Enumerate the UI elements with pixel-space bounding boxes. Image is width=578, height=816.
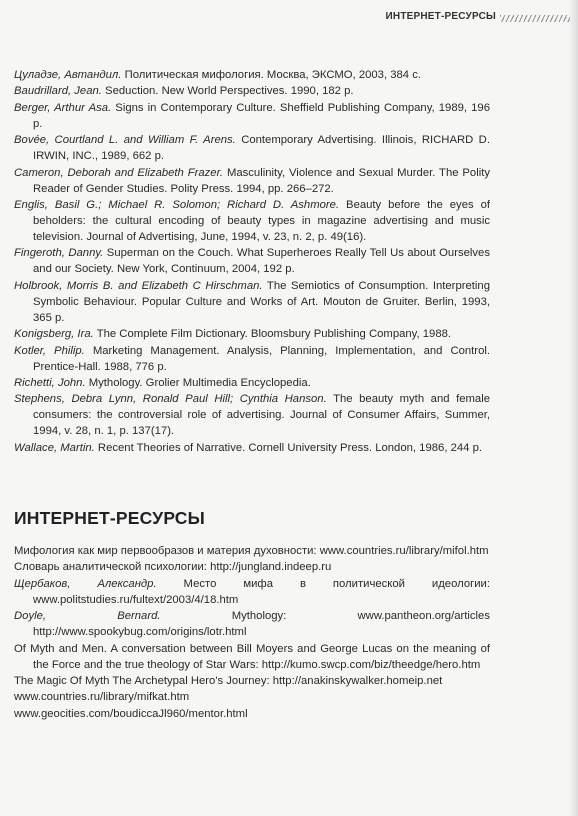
entry-text: Политическая мифология. Москва, ЭКСМО, 2003, 384 с. [121,69,422,81]
bibliography-entry [14,278,490,326]
entry-author: Kotler, Philip. [14,344,85,357]
entry-author: Konigsberg, Ira. [14,328,94,341]
running-header-title: ИНТЕРНЕТ-РЕСУРСЫ [385,11,496,22]
bibliography-entry [14,83,490,99]
entry-text: The Semiotics of Consumption. Interpreting Symbolic Behaviour. Popular Culture and Works of Art. Mouton de Gruiter. Berlin, 1993, 365 p. [33,279,490,324]
resource-entry [14,543,490,559]
resource-entry [14,608,490,640]
bibliography-entry [14,100,490,132]
entry-author: Holbrook, Morris B. and Elizabeth C Hirschman. [14,279,263,292]
entry-author: Wallace, Martin. [14,441,95,454]
bibliography-entry [14,245,490,277]
entry-author: Cameron, Deborah and Elizabeth Frazer. [14,166,224,179]
bibliography-entry [14,326,490,342]
resource-entry [14,689,490,705]
resource-entry [14,641,490,673]
bibliography-entry [14,67,490,83]
bibliography-entry [14,391,490,439]
entry-author: Bovée, Courtland L. and William F. Arens. [14,134,236,147]
entry-text: Beauty before the eyes of beholders: the cultural encoding of beauty types in magazine advertising and music television. Journal of Advertising, June, 1994, v. 23, n. 2, p. 49(16). [33,198,490,243]
section-heading: ИНТЕРНЕТ-РЕСУРСЫ [14,508,205,528]
entry-author: Doyle, Bernard. [14,610,161,623]
resource-entry [14,559,490,575]
entry-author: Щербаков, Александр. [14,577,157,590]
entry-text: Mythology. Grolier Multimedia Encyclopedia. [85,376,311,389]
bibliography-entry [14,197,490,245]
entry-text: www.geocities.com/boudiccaJl960/mentor.html [14,707,248,720]
entry-author: Berger, Arthur Asa. [14,101,112,114]
bibliography-entry [14,343,490,375]
resource-entry [14,706,490,722]
running-header [0,10,578,26]
entry-text: Signs in Contemporary Culture. Sheffield Publishing Company, 1989, 196 p. [33,101,490,130]
entry-text: Mythology: www.pantheon.org/articles http://www.spookybug.com/origins/lotr.html [33,610,490,639]
entry-author: Цуладзе, Автандил. [14,69,122,81]
entry-author: Baudrillard, Jean. [14,85,102,98]
entry-text: Of Myth and Men. A conversation between Bill Moyers and George Lucas on the meaning of the Force and the true theology of Star Wars: http://kumo.swcp.com/biz/theedge/hero.htm [14,642,490,671]
bibliography-entry [14,165,490,197]
resource-entry [14,576,490,608]
entry-author: Englis, Basil G.; Michael R. Solomon; Richard D. Ashmore. [14,198,340,211]
bibliography-entry [14,440,490,456]
entry-text: Место мифа в политической идеологии: www.politstudies.ru/fultext/2003/4/18.htm [33,577,490,606]
bibliography-entry [14,375,490,391]
header-hatch-decoration [500,15,570,22]
entry-text: Словарь аналитической психологии: http://jungland.indeep.ru [14,561,332,574]
resource-entry [14,673,490,689]
bibliography-entry [14,132,490,164]
entry-text: Masculinity, Violence and Sexual Murder. The Polity Reader of Gender Studies. Polity Press. 1994, pp. 266–272. [33,166,490,195]
entry-text: Contemporary Advertising. Illinois, RICHARD D. IRWIN, INC., 1989, 662 p. [33,134,490,163]
entry-text: Seduction. New World Perspectives. 1990, 182 p. [101,85,354,98]
entry-text: The Magic Of Myth The Archetypal Hero's Journey: http://anakinskywalker.homeip.net [14,674,443,687]
entry-author: Fingeroth, Danny. [14,247,104,260]
entry-author: Richetti, John. [14,376,86,389]
bibliography-list [14,67,490,456]
entry-text: Recent Theories of Narrative. Cornell University Press. London, 1986, 244 p. [94,441,483,454]
entry-text: The beauty myth and female consumers: the controversial role of advertising. Journal of Consumer Affairs, Summer, 1994, v. 28, n. 1, p. 137(17). [33,393,491,438]
internet-resources-list [14,543,490,722]
entry-text: Marketing Management. Analysis, Planning, Implementation, and Control. Prentice-Hall. 1988, 776 p. [33,344,490,373]
page-edge-shadow [568,0,578,816]
entry-text: The Complete Film Dictionary. Bloomsbury Publishing Company, 1988. [93,328,452,341]
entry-text: Superman on the Couch. What Superheroes Really Tell Us about Ourselves and our Society. New York, Continuum, 2004, 192 p. [33,247,490,276]
entry-text: Мифология как мир первообразов и материя духовности: www.countries.ru/library/mifol.htm [14,545,489,557]
entry-text: www.countries.ru/library/mifkat.htm [14,691,190,704]
entry-author: Stephens, Debra Lynn, Ronald Paul Hill; Cynthia Hanson. [14,393,327,406]
